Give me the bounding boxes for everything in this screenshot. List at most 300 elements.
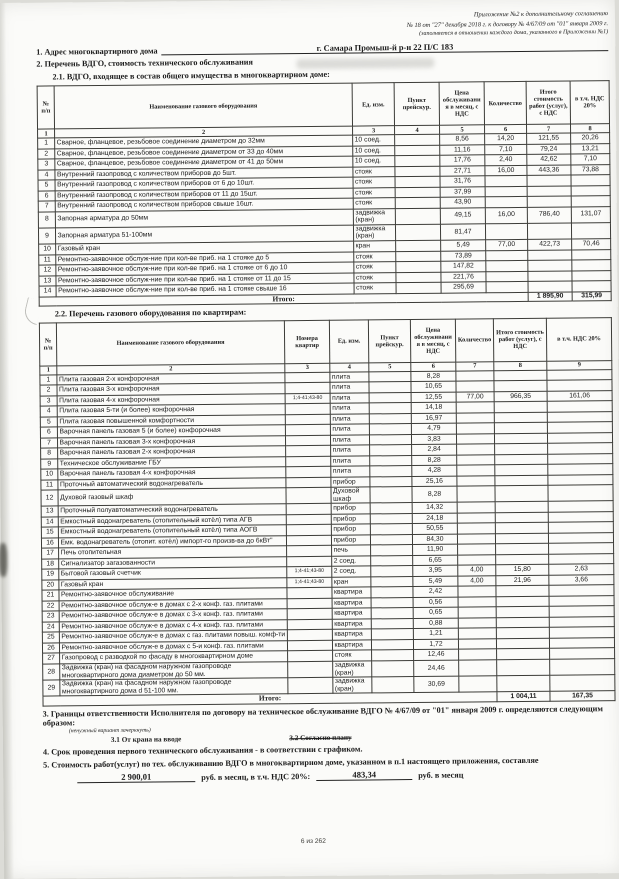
table-cell: 8,28 xyxy=(412,486,457,503)
table-cell: Варочная панель газовая 4-х конфорочная xyxy=(58,467,286,480)
table-cell xyxy=(485,223,527,240)
table-cell: 1,21 xyxy=(413,629,458,640)
table-cell: 7 xyxy=(456,361,494,370)
table-cell: кран xyxy=(354,241,396,252)
table-cell xyxy=(370,455,412,466)
table-cell: 6 xyxy=(485,125,527,134)
table-cell: 9 xyxy=(38,228,55,244)
table-cell: Ремонтно-заявочное обслуж-ние при кол-ве приб. на 1 стояке до 5 xyxy=(56,252,354,265)
table-cell: 1;4-41;43-80 xyxy=(285,393,330,404)
table-cell xyxy=(285,435,330,446)
table-cell xyxy=(395,197,440,208)
table-cell: 121,55 xyxy=(527,133,571,144)
table-cell xyxy=(548,512,613,523)
table-cell xyxy=(457,475,495,486)
table-cell xyxy=(528,250,572,261)
table-cell xyxy=(494,380,547,391)
table-cell: Внутренний газопровод с количеством приборов свыше 16шт. xyxy=(55,198,353,211)
address-label: 1. Адрес многоквартирного дома xyxy=(36,46,158,58)
table-cell xyxy=(285,383,330,394)
table-cell xyxy=(395,166,440,177)
table-cell: 49,15 xyxy=(440,207,485,224)
table-cell xyxy=(457,444,495,455)
table-cell: 2,42 xyxy=(413,587,458,598)
table-cell: Сварное, фланцевое, резьбовое соединение диаметром от 41 до 50мм xyxy=(55,156,353,169)
document-content xyxy=(36,9,615,783)
table-cell: Емк. водонагреватель (отопит. котёл) импорт-го произв-ва до 6кВт" xyxy=(58,536,286,549)
table-cell xyxy=(287,556,332,567)
table-cell: Наименование газового оборудования xyxy=(54,83,352,129)
table-cell xyxy=(495,523,548,534)
table-cell xyxy=(495,512,548,523)
table-cell: 10 соед. xyxy=(353,145,395,156)
table-cell xyxy=(457,513,495,524)
table-cell: 27 xyxy=(43,653,60,664)
table-cell: 6,65 xyxy=(413,555,458,566)
table-cell: стояк xyxy=(353,198,395,209)
table-cell: 9 xyxy=(547,360,612,370)
common-property-equipment-table xyxy=(37,80,612,306)
table-cell: Итого стоимость работ (услуг), с НДС xyxy=(526,81,570,124)
table-cell: 4 xyxy=(395,125,440,134)
table-row xyxy=(37,81,609,129)
section-4-title: 4. Срок проведения первого технического обслуживания - в соответствии с графиком. xyxy=(42,744,363,757)
table-cell xyxy=(456,402,494,413)
table-cell: 77,00 xyxy=(456,391,494,402)
table-cell: Итого стоимость работ (услуг), с НДС xyxy=(493,318,546,362)
table-cell: № п/п xyxy=(39,323,56,366)
table-cell: 2 xyxy=(38,149,55,160)
table-cell: 11,16 xyxy=(440,144,485,155)
table-cell: 17 xyxy=(42,548,59,559)
table-cell: Цена обслуживания в месяц, с НДС xyxy=(410,319,455,362)
table-cell xyxy=(485,197,527,208)
table-cell: 14 xyxy=(39,286,56,297)
table-cell xyxy=(286,504,331,515)
table2-header xyxy=(39,317,611,365)
table-cell xyxy=(371,555,413,566)
table-cell: прибор xyxy=(331,535,370,546)
table-cell: Варочная панель газовая 3-х конфорочная xyxy=(57,435,285,448)
table-cell: в т.ч. НДС 20% xyxy=(570,81,609,124)
table-cell xyxy=(369,392,411,403)
table-cell xyxy=(287,546,332,557)
table-cell xyxy=(456,370,494,381)
table-cell: плита xyxy=(330,414,369,425)
total-cost-value: 1 895,90 xyxy=(528,292,572,302)
table-cell xyxy=(456,412,494,423)
table-cell xyxy=(458,597,496,608)
table-cell: задвижка (кран) xyxy=(353,225,395,242)
table-cell xyxy=(547,369,612,380)
table-cell xyxy=(371,587,413,598)
vat-value: 483,34 xyxy=(316,769,412,781)
table-cell: плита xyxy=(331,456,370,467)
table-cell: 18 xyxy=(42,559,59,570)
table-cell: 43,90 xyxy=(440,197,485,208)
table-cell: плита xyxy=(330,424,369,435)
table-cell: 1 xyxy=(38,129,55,138)
table-cell: 29 xyxy=(43,680,60,696)
table-cell xyxy=(572,260,611,271)
table-cell: 14,18 xyxy=(411,402,456,413)
table-cell: Ремонтно-заявочное обслуж-ние при кол-ве приб. на 1 стояке свыше 16 xyxy=(56,283,354,296)
table-cell xyxy=(494,401,547,412)
table-cell: Плита газовая 5-ти (и более) конфорочная xyxy=(57,404,285,417)
table-cell xyxy=(287,598,332,609)
table-cell: 13 xyxy=(41,506,58,517)
table-cell: 30,69 xyxy=(414,676,459,693)
table1-body xyxy=(38,133,611,297)
table-cell: квартира xyxy=(332,598,371,609)
table-cell: 10,65 xyxy=(411,381,456,392)
table-cell xyxy=(528,271,572,282)
table-cell xyxy=(457,465,495,476)
table-cell: 16,00 xyxy=(485,207,527,224)
table-cell: плита xyxy=(330,372,369,383)
table-cell xyxy=(285,372,330,383)
table1-header xyxy=(37,81,609,129)
table-cell: 295,69 xyxy=(441,282,486,293)
table-cell: 14,32 xyxy=(412,503,457,514)
table-cell xyxy=(371,618,413,629)
table-cell: 50,55 xyxy=(412,524,457,535)
table-cell: 2 xyxy=(40,385,57,396)
table-cell: 84,30 xyxy=(412,534,457,545)
table-cell: 5 xyxy=(369,362,411,371)
table-cell xyxy=(495,502,548,513)
table-cell: стояк xyxy=(333,650,372,661)
table-cell xyxy=(571,185,610,196)
table-cell: 24,46 xyxy=(414,660,459,677)
table-cell xyxy=(288,661,333,678)
table-cell xyxy=(548,501,613,512)
table-cell: 79,24 xyxy=(527,144,571,155)
table-cell: Газовый кран xyxy=(59,578,287,591)
table-cell: 8 xyxy=(38,212,55,228)
table-cell: 1 xyxy=(40,375,57,386)
table-cell: 8,28 xyxy=(412,455,457,466)
table-cell: задвижка (кран) xyxy=(333,677,372,694)
table-cell: 5,49 xyxy=(441,240,486,251)
table-cell: 24,18 xyxy=(412,513,457,524)
table-cell xyxy=(549,585,614,596)
table-cell xyxy=(549,617,614,628)
table-cell xyxy=(549,543,614,554)
table-cell: 15,80 xyxy=(496,565,549,576)
appendix-title: Приложение №2 к дополнительному соглашению xyxy=(473,10,608,19)
table-cell xyxy=(370,476,412,487)
table-cell: 0,56 xyxy=(413,597,458,608)
table-cell xyxy=(286,535,331,546)
table-cell: 13,21 xyxy=(571,143,610,154)
table-cell: 2 xyxy=(57,363,285,374)
table-cell xyxy=(548,464,613,475)
agreement-reference: № 18 от "27" декабря 2018 г. к договору № 4/67/09 от "01" января 2009 г. xyxy=(406,19,609,29)
table-cell xyxy=(287,609,332,620)
table-cell: Запорная арматура до 50мм xyxy=(55,209,353,228)
total-cost-value: 1 004,11 xyxy=(497,692,550,702)
table-cell xyxy=(547,380,612,391)
table-cell: 1 xyxy=(38,138,55,149)
table-cell: 14,20 xyxy=(485,134,527,145)
table-cell xyxy=(494,433,547,444)
table-cell: Внутренний газопровод с количеством приборов от 6 до 10шт. xyxy=(55,177,353,190)
table-cell xyxy=(287,588,332,599)
table-cell: 10 соед. xyxy=(353,156,395,167)
cost-tail-text: руб. в месяц xyxy=(418,770,464,780)
table-cell: 11 xyxy=(41,480,58,491)
section-2-title: 2. Перечень ВДГО, стоимость технического обслуживания xyxy=(36,57,253,70)
table-cell xyxy=(286,525,331,536)
table-cell: плита xyxy=(331,466,370,477)
table-cell xyxy=(459,676,497,693)
table-cell: Газовый кран xyxy=(56,241,354,254)
table-cell: 966,35 xyxy=(494,391,547,402)
table-cell: 19 xyxy=(42,569,59,580)
table-cell: 5 xyxy=(38,180,55,191)
table-cell xyxy=(548,453,613,464)
table-cell xyxy=(372,660,414,677)
table-cell xyxy=(370,487,412,504)
table-cell: 4,28 xyxy=(412,465,457,476)
table-cell: 25 xyxy=(42,632,59,643)
table-cell xyxy=(395,224,440,241)
table-cell: стояк xyxy=(354,251,396,262)
table-cell: прибор xyxy=(331,503,370,514)
table-cell xyxy=(372,650,414,661)
table-cell xyxy=(288,677,333,694)
table-cell: 27,71 xyxy=(440,165,485,176)
table-cell xyxy=(286,456,331,467)
table-cell xyxy=(395,208,440,225)
table-cell: Плита газовая 3-х конфорочная xyxy=(57,383,285,396)
table-cell: Ремонтно-заявочное обслуж-е в домах с 2-х конф. газ. плитами xyxy=(59,599,287,612)
table-cell: 73,88 xyxy=(571,164,610,175)
table-cell: стояк xyxy=(353,187,395,198)
table-cell: 7,10 xyxy=(485,144,527,155)
table-cell xyxy=(494,422,547,433)
table-cell: квартира xyxy=(332,640,371,651)
table-cell xyxy=(549,638,614,649)
table-cell xyxy=(571,222,610,239)
table-cell: 4 xyxy=(38,170,55,181)
table-cell: Запорная арматура 51-100мм xyxy=(55,225,353,244)
table-cell: 12 xyxy=(39,265,56,276)
table-cell xyxy=(549,554,614,565)
table-cell xyxy=(548,474,613,485)
table-cell: Емкостный водонагреватель (отопительный котёл) типа АГВ xyxy=(58,515,286,528)
table-cell: плита xyxy=(330,403,369,414)
table-cell: Ремонтно-заявочное обслуж-е в домах с 4-х конф. газ. плитами xyxy=(59,620,287,633)
table-cell xyxy=(496,586,549,597)
table-cell: 3 xyxy=(40,396,57,407)
table-cell xyxy=(495,454,548,465)
table-cell: 8,28 xyxy=(411,371,456,382)
table-cell xyxy=(369,424,411,435)
table-cell: 161,06 xyxy=(547,390,612,401)
table-cell xyxy=(496,617,549,628)
table-cell xyxy=(287,619,332,630)
table-cell: 42,62 xyxy=(527,154,571,165)
table-cell xyxy=(395,155,440,166)
table-cell: Количество xyxy=(455,318,493,361)
table-cell: стояк xyxy=(354,262,396,273)
table-cell: прибор xyxy=(331,477,370,488)
table-cell: 443,36 xyxy=(527,165,571,176)
table-cell xyxy=(548,443,613,454)
table-cell xyxy=(288,651,333,662)
table-cell xyxy=(370,524,412,535)
table-cell xyxy=(527,223,571,240)
appendix-header xyxy=(36,9,608,43)
table-cell xyxy=(458,586,496,597)
table-cell xyxy=(458,628,496,639)
option-3-2-struck: 3.2 Согласно плану xyxy=(289,733,352,743)
table-cell xyxy=(458,618,496,629)
table-cell: 26 xyxy=(42,643,59,654)
table-cell: 2,63 xyxy=(549,564,614,575)
table-cell xyxy=(286,467,331,478)
table-cell xyxy=(456,433,494,444)
table-cell: 147,82 xyxy=(441,261,486,272)
table-cell: Ремонтно-заявочное обслуж-е в домах с 3-х конф. газ. плитами xyxy=(59,609,287,622)
table-cell xyxy=(396,272,441,283)
table-cell xyxy=(370,503,412,514)
table-cell: 3 xyxy=(38,159,55,170)
table-cell: 7,10 xyxy=(571,154,610,165)
table-cell xyxy=(485,186,527,197)
table-cell xyxy=(370,466,412,477)
table-cell: 6 xyxy=(38,191,55,202)
table-cell xyxy=(287,640,332,651)
table-cell xyxy=(459,660,497,677)
strike-instruction-note: (ненужный вариант зачеркнуть) xyxy=(68,727,151,735)
table-cell: 786,40 xyxy=(527,207,571,224)
table-cell: Плита газовая повышенной комфортности xyxy=(57,414,285,427)
table-cell: Ремонтно-заявочное обслуживание xyxy=(59,588,287,601)
table-cell: Ремонтно-заявочное обслуж-ние при кол-ве приб. на 1 стояке от 6 до 10 xyxy=(56,262,354,275)
table-cell: Номера квартир xyxy=(284,320,329,363)
table-cell xyxy=(457,523,495,534)
address-value: г. Самара Промыш-й р-н 22 П/С 183 xyxy=(162,41,609,56)
table-cell: 221,76 xyxy=(441,271,486,282)
table-cell: Сигнализатор загазованности xyxy=(59,557,287,570)
table-cell: 7 xyxy=(527,124,571,133)
table-cell: 23 xyxy=(42,611,59,622)
table-cell xyxy=(547,422,612,433)
table-cell xyxy=(456,423,494,434)
page-number: 6 из 262 xyxy=(300,837,326,846)
table-cell xyxy=(497,675,550,692)
section-5-title: 5. Стоимость работ(услуг) по тех. обслуживанию ВДГО в многоквартирном доме, указанном в п.1 настоящего приложения, составляе xyxy=(43,755,539,770)
table-cell: 7 xyxy=(38,201,55,212)
table-cell: Варочная панель газовая 2-х конфорочная xyxy=(58,446,286,459)
table-cell xyxy=(494,370,547,381)
total-vat-value: 167,35 xyxy=(550,691,615,701)
table-cell xyxy=(458,544,496,555)
table-cell: плита xyxy=(330,435,369,446)
table-cell: Духовой шкаф xyxy=(331,487,370,504)
total-label: Итого: xyxy=(39,292,528,306)
table-cell xyxy=(369,382,411,393)
table-cell: 17,76 xyxy=(440,155,485,166)
table-cell: 0,88 xyxy=(413,618,458,629)
table-cell: Проточный автоматический водонагреватель xyxy=(58,477,286,490)
table-cell xyxy=(497,649,550,660)
table-cell xyxy=(496,544,549,555)
table-cell: 15 xyxy=(41,527,58,538)
table-cell: 37,99 xyxy=(440,186,485,197)
table-cell: 8 xyxy=(570,124,609,133)
table-cell xyxy=(370,513,412,524)
table-cell: 2,84 xyxy=(412,444,457,455)
table-cell xyxy=(369,413,411,424)
table-cell: 1,72 xyxy=(413,639,458,650)
table-cell: 21,96 xyxy=(496,575,549,586)
section-3-title: 3. Границы ответственности Исполнителя по договору на техническое обслуживание ВДГО № 4/67/09 от "01" января 2009 г. определяются следующим образом: xyxy=(42,703,603,729)
table-cell: 4,00 xyxy=(458,565,496,576)
cost-summary-line xyxy=(77,767,615,783)
table-cell: задвижка (кран) xyxy=(353,208,395,225)
table-cell: 2 соед. xyxy=(332,566,371,577)
table-cell xyxy=(371,545,413,556)
table-cell: Сварное, фланцевое, резьбовое соединение диаметром от 33 до 40мм xyxy=(55,146,353,159)
table-cell: 10 xyxy=(41,469,58,480)
table-cell: 4 xyxy=(40,406,57,417)
table-cell: 12,46 xyxy=(414,650,459,661)
table-cell: 8,56 xyxy=(440,134,485,145)
table-cell: Пункт прейскур. xyxy=(368,319,410,362)
table-cell: 2,40 xyxy=(485,155,527,166)
table-cell: 16,00 xyxy=(485,165,527,176)
table-cell xyxy=(527,186,571,197)
table-cell xyxy=(285,414,330,425)
table-cell: 10 xyxy=(39,244,56,255)
table-cell xyxy=(371,576,413,587)
table-cell: 5,49 xyxy=(413,576,458,587)
table-cell: 5 xyxy=(40,417,57,428)
table-cell: 81,47 xyxy=(440,224,485,241)
table-cell xyxy=(486,281,528,292)
table-cell: 24 xyxy=(42,622,59,633)
table-cell: Пункт прейскур. xyxy=(394,82,439,125)
table-cell xyxy=(550,675,615,692)
table-cell: прибор xyxy=(331,514,370,525)
table-cell: 8 xyxy=(494,361,547,371)
table-cell xyxy=(287,630,332,641)
table-cell: Бытовой газовый счетчик xyxy=(59,567,287,580)
table-cell xyxy=(548,485,613,502)
scan-edge-shade xyxy=(0,3,14,879)
table-cell xyxy=(396,261,441,272)
table-cell xyxy=(495,464,548,475)
table-cell xyxy=(372,677,414,694)
table-cell: Наименование газового оборудования xyxy=(56,320,284,365)
table-cell xyxy=(457,534,495,545)
table-cell: 6 xyxy=(40,427,57,438)
table-cell xyxy=(496,596,549,607)
table-cell: Проточный полуавтоматический водонагреватель xyxy=(58,504,286,517)
table-cell xyxy=(527,175,571,186)
table-cell xyxy=(549,627,614,638)
table-cell: 0,65 xyxy=(413,608,458,619)
table-cell xyxy=(395,134,440,145)
table-cell xyxy=(369,403,411,414)
table-cell xyxy=(571,196,610,207)
table-cell: 3 xyxy=(353,126,395,135)
table-cell: 1;4-41;43-80 xyxy=(287,577,332,588)
